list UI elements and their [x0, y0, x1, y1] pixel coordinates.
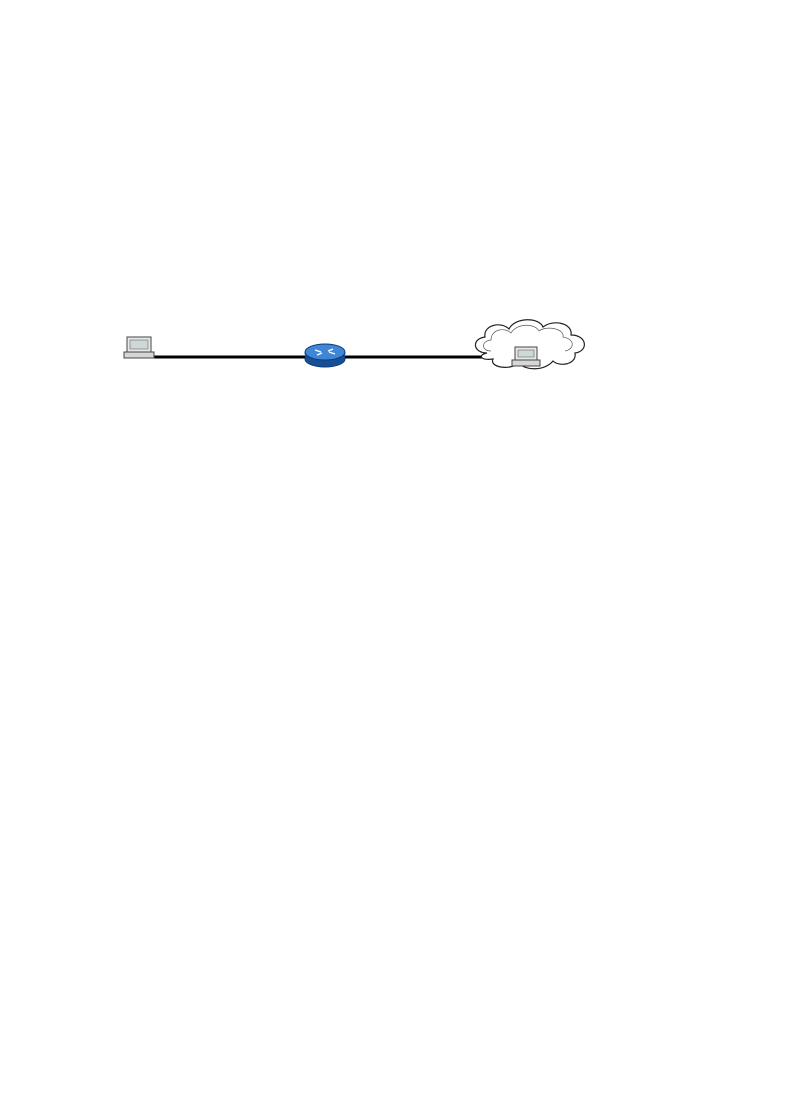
- web-server-computer-icon: [512, 347, 540, 366]
- host-a-computer-icon: [124, 337, 154, 358]
- router-icon: [305, 344, 345, 367]
- network-diagram: [115, 315, 615, 395]
- ethernet-frame-diagram: [125, 630, 665, 705]
